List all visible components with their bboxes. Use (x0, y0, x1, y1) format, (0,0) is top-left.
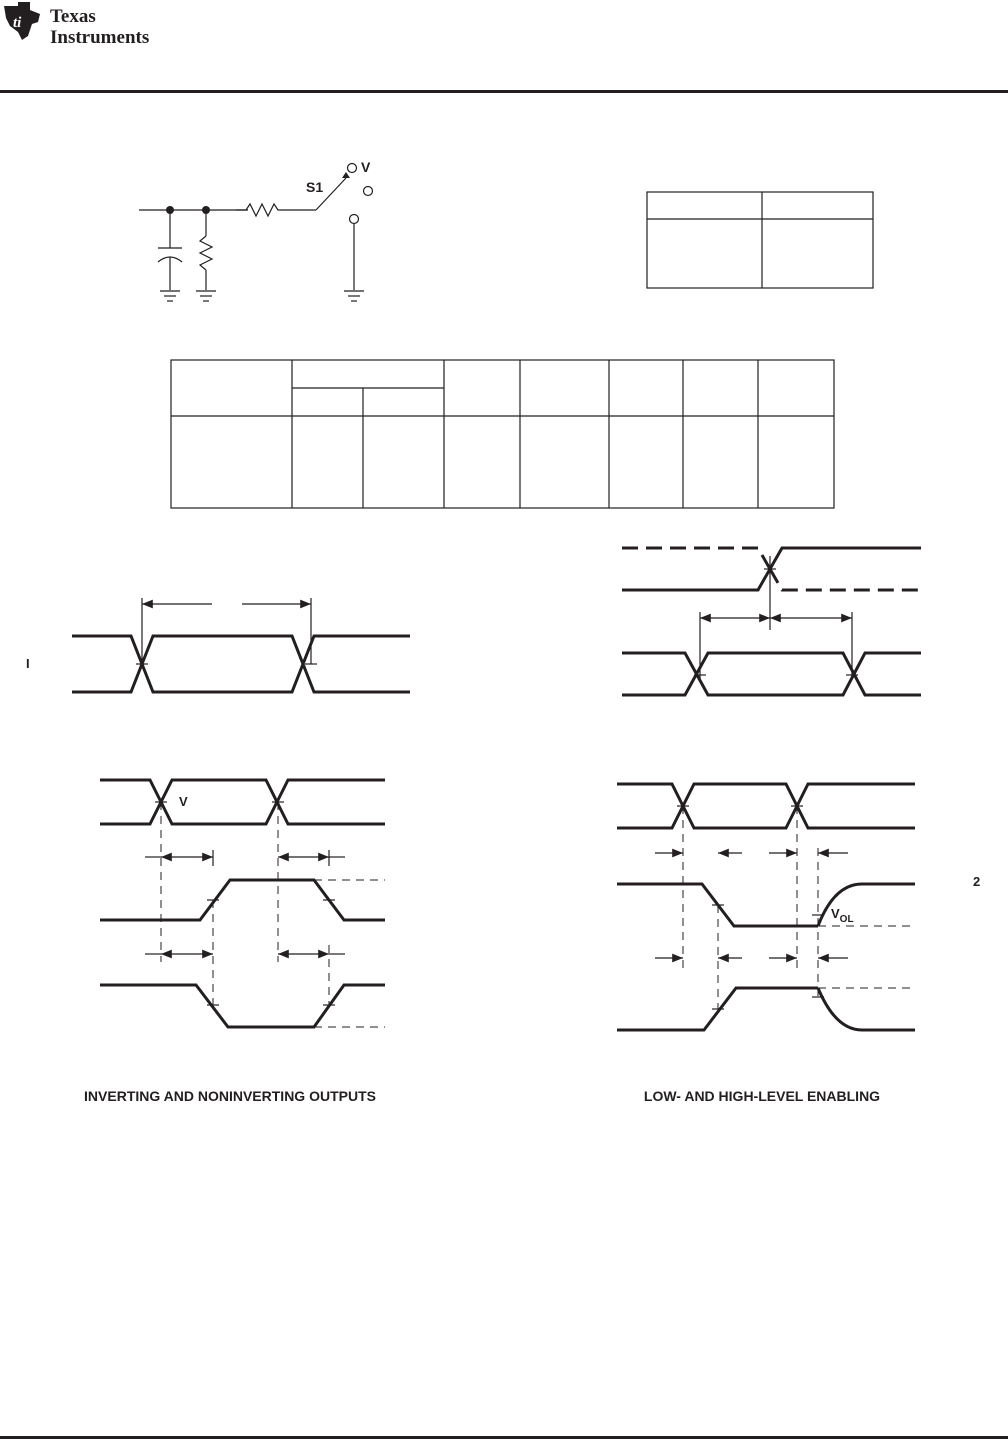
series-resistor-icon (236, 204, 288, 216)
setup-hold-waveform (622, 548, 921, 695)
enable-disable-waveform (617, 784, 980, 1030)
ground-icon (344, 291, 364, 301)
company-name-line1: Texas (50, 6, 96, 27)
test-circuit (139, 159, 373, 301)
caption-inverting-outputs: INVERTING AND NONINVERTING OUTPUTS (84, 1088, 376, 1104)
caption-enabling: LOW- AND HIGH-LEVEL ENABLING (643, 1088, 881, 1104)
svg-text:ti: ti (13, 15, 22, 31)
company-name-line2: Instruments (50, 27, 150, 48)
switch-position-table (647, 192, 873, 288)
vol-label-sub: OL (839, 914, 854, 925)
vol-label (831, 906, 854, 925)
header-rule (0, 90, 1008, 93)
switch-contact-open (364, 187, 373, 196)
ground-icon (196, 291, 216, 301)
vol-label-main: V (831, 906, 840, 921)
load-resistor-icon (200, 236, 212, 270)
propagation-delay-waveform (100, 780, 385, 1027)
input-label: I (26, 656, 30, 671)
ti-logo (4, 2, 149, 48)
timing-parameter-table (171, 360, 834, 508)
ti-logo-icon (4, 2, 40, 40)
page-marker: 2 (973, 874, 981, 889)
ground-icon (160, 291, 180, 301)
switch-label: S1 (306, 179, 324, 195)
reference-voltage-label: V (179, 794, 188, 809)
footer-rule (0, 1436, 1008, 1439)
input-pulse-waveform (26, 598, 410, 692)
switch-contact-gnd (350, 215, 359, 224)
switch-terminal-label: V (361, 159, 371, 175)
switch-contact-v (348, 164, 357, 173)
